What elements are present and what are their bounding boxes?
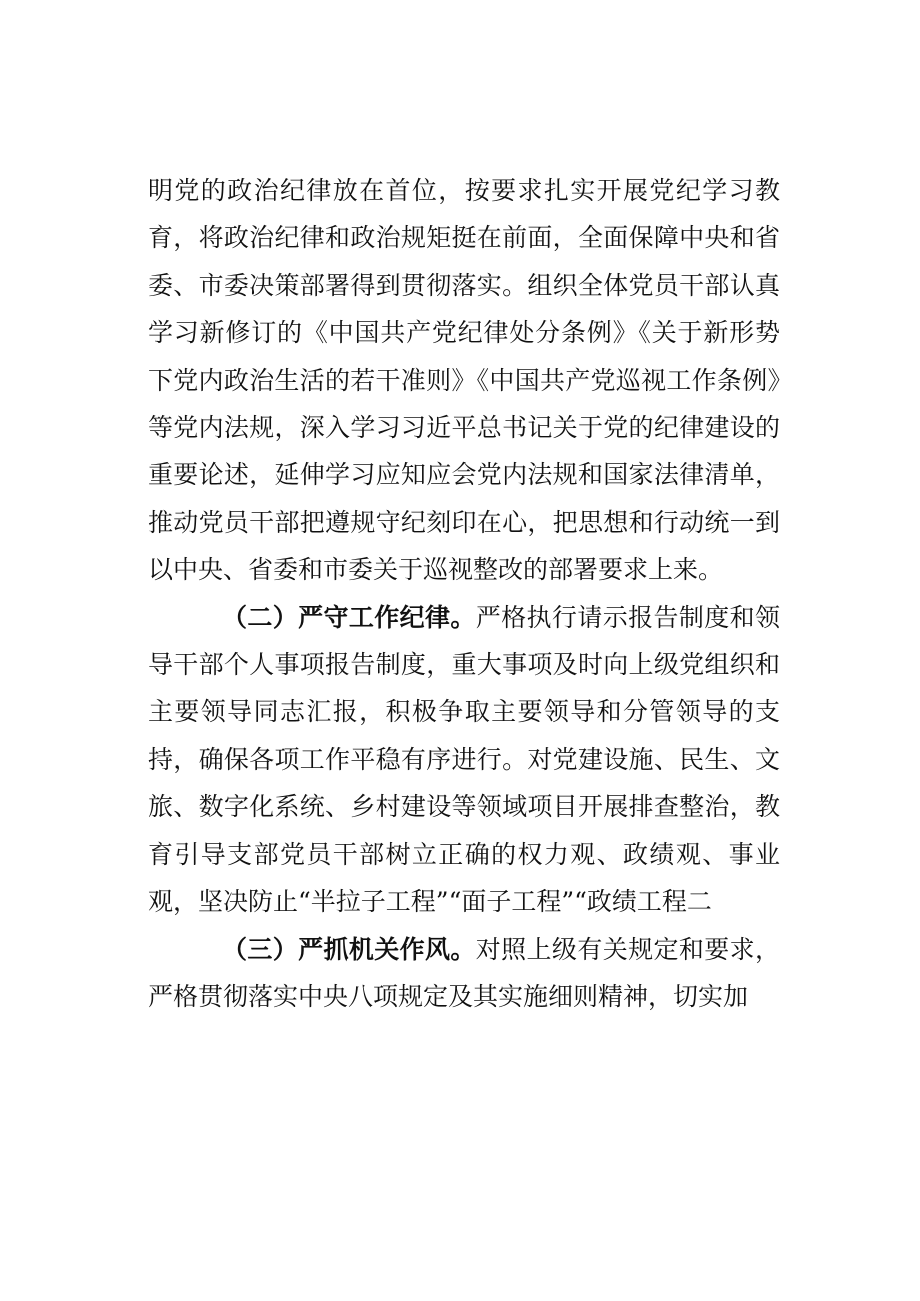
document-body (148, 167, 780, 1020)
paragraph-text: 严格执行请示报告制度和领导干部个人事项报告制度，重大事项及时向上级党组织和主要领导同志汇报，积极争取主要领导和分管领导的支持，确保各项工作平稳有序进行。对党建设施、民生、文旅、数字化系统、乡村建设等领域项目开展排查整治，教育引导支部党员干部树立正确的权力观、政绩观、事业观，坚决防止“半拉子工程”“面子工程”“政绩工程二 (148, 602, 780, 917)
paragraph-text: 明党的政治纪律放在首位，按要求扎实开展党纪学习教育，将政治纪律和政治规矩挺在前面，全面保障中央和省委、市委决策部署得到贯彻落实。组织全体党员干部认真学习新修订的《中国共产党纪律处分条例》《关于新形势下党内政治生活的若干准则》《中国共产党巡视工作条例》等党内法规，深入学习习近平总书记关于党的纪律建设的重要论述，延伸学习应知应会党内法规和国家法律清单，推动党员干部把遵规守纪刻印在心，把思想和行动统一到以中央、省委和市委关于巡视整改的部署要求上来。 (148, 176, 780, 585)
paragraph-organ-style (148, 926, 780, 1021)
paragraph-political-discipline (148, 167, 780, 594)
section-heading-organ-style: （三）严抓机关作风。 (222, 934, 476, 964)
section-heading-work-discipline: （二）严守工作纪律。 (222, 602, 476, 632)
paragraph-text: 对照上级有关规定和要求，严格贯彻落实中央八项规定及其实施细则精神，切实加 (148, 934, 780, 1011)
paragraph-work-discipline (148, 594, 780, 926)
